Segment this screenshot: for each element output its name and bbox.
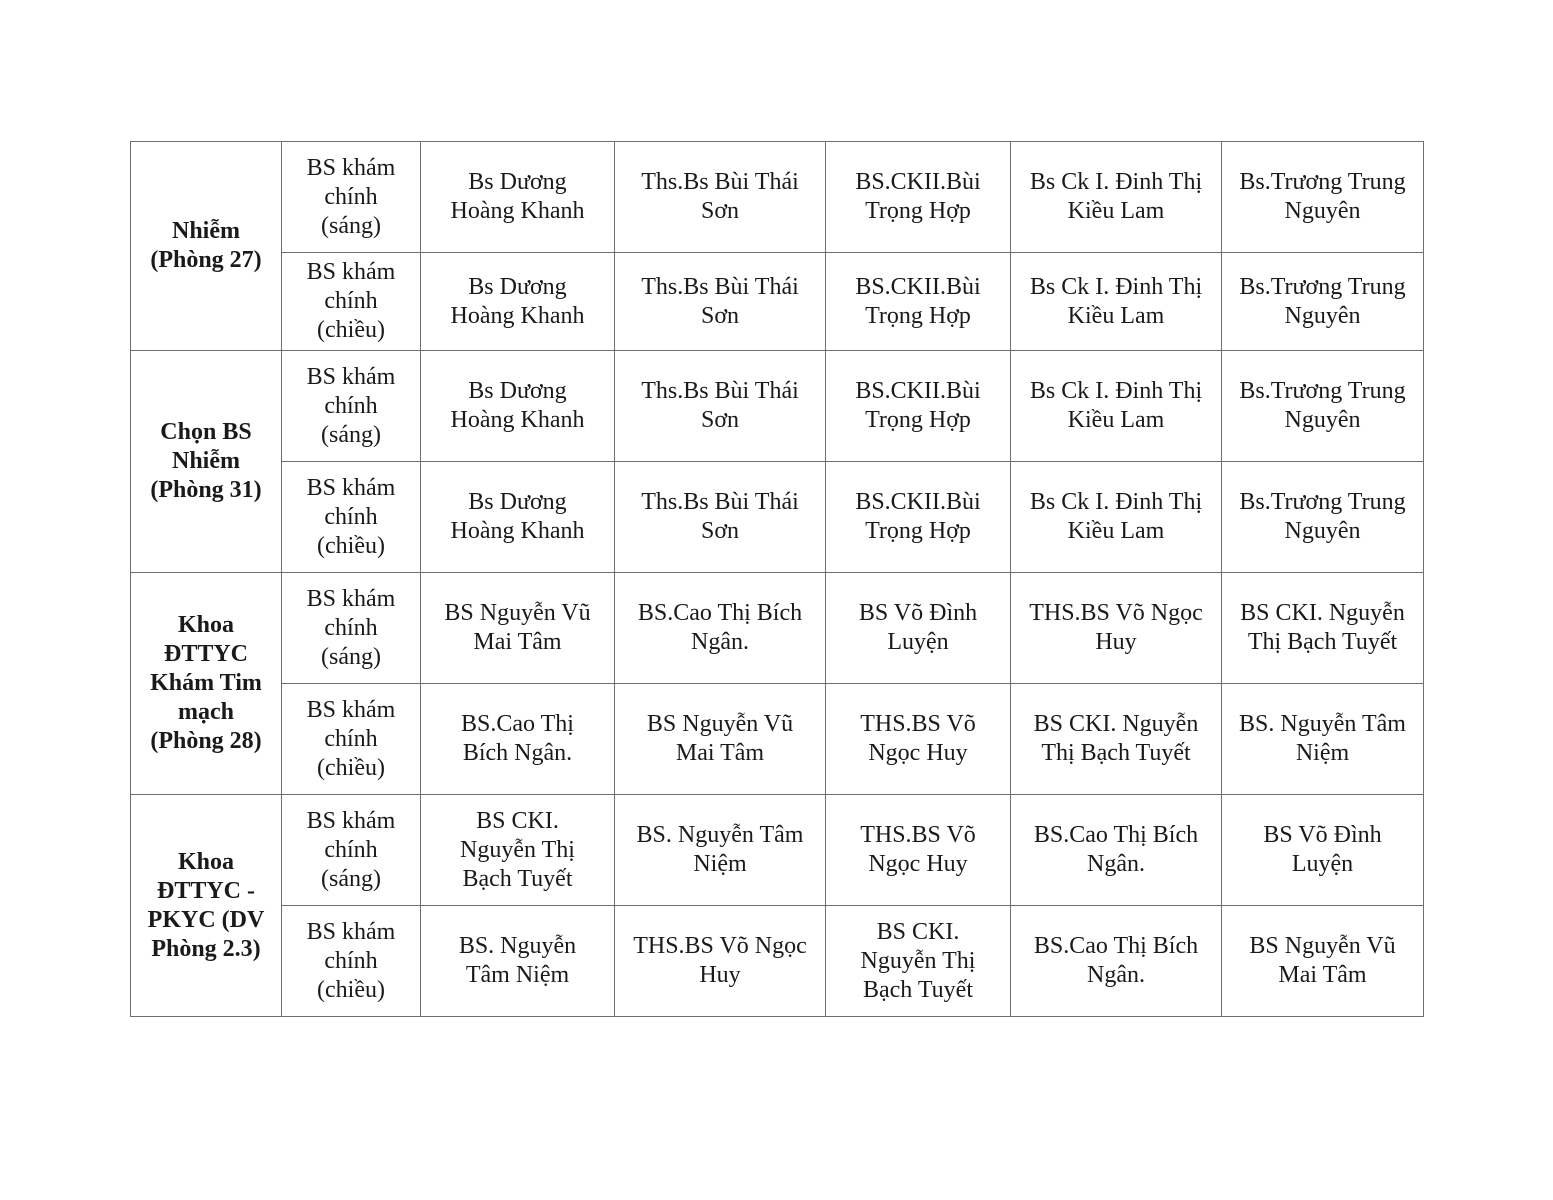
department-cell (131, 795, 282, 1017)
doctor-cell (1222, 906, 1424, 1017)
doctor-cell (421, 795, 615, 906)
doctor-name: Ths.Bs Bùi Thái Sơn (641, 169, 799, 224)
doctor-name: Bs.Trương Trung Nguyên (1239, 378, 1406, 433)
shift-label: BS khám chính (chiều) (306, 918, 396, 1003)
doctor-name: BS.Cao Thị Bích Ngân. (461, 711, 574, 766)
doctor-name: BS CKI. Nguyễn Thị Bạch Tuyết (460, 807, 575, 892)
doctor-schedule-table (130, 141, 1424, 1017)
department-cell (131, 142, 282, 351)
shift-label: BS khám chính (chiều) (306, 474, 396, 559)
table-row (131, 351, 1424, 462)
shift-cell (282, 795, 421, 906)
doctor-cell (1222, 253, 1424, 351)
doctor-name: Ths.Bs Bùi Thái Sơn (641, 489, 799, 544)
schedule-body (131, 142, 1424, 1017)
doctor-name: Bs Ck I. Đinh Thị Kiều Lam (1029, 489, 1203, 544)
doctor-name: BS.CKII.Bùi Trọng Hợp (855, 273, 981, 329)
doctor-name: BS Nguyễn Vũ Mai Tâm (444, 600, 591, 655)
doctor-name: BS CKI. Nguyễn Thị Bạch Tuyết (860, 918, 976, 1003)
doctor-name: Bs Ck I. Đinh Thị Kiều Lam (1029, 273, 1203, 329)
table-row (131, 253, 1424, 351)
doctor-cell (1011, 462, 1222, 573)
doctor-cell (1011, 351, 1222, 462)
doctor-name: Ths.Bs Bùi Thái Sơn (641, 273, 799, 329)
table-row (131, 462, 1424, 573)
doctor-cell (1222, 573, 1424, 684)
doctor-cell (421, 142, 615, 253)
department-cell (131, 573, 282, 795)
doctor-name: BS.Cao Thị Bích Ngân. (1033, 822, 1199, 877)
doctor-name: BS. Nguyễn Tâm Niệm (1239, 711, 1406, 766)
department-cell (131, 351, 282, 573)
doctor-cell (1011, 795, 1222, 906)
doctor-cell (421, 253, 615, 351)
shift-label: BS khám chính (sáng) (306, 585, 396, 670)
doctor-name: BS CKI. Nguyễn Thị Bạch Tuyết (1240, 600, 1405, 655)
doctor-cell (421, 351, 615, 462)
shift-cell (282, 142, 421, 253)
shift-cell (282, 462, 421, 573)
doctor-cell (1222, 795, 1424, 906)
doctor-cell (615, 684, 826, 795)
doctor-name: Ths.Bs Bùi Thái Sơn (641, 378, 799, 433)
doctor-name: Bs.Trương Trung Nguyên (1239, 489, 1406, 544)
doctor-name: BS Nguyễn Vũ Mai Tâm (646, 711, 794, 766)
doctor-cell (1222, 142, 1424, 253)
doctor-cell (826, 684, 1011, 795)
doctor-name: BS. Nguyễn Tâm Niệm (636, 822, 804, 877)
doctor-name: Bs Ck I. Đinh Thị Kiều Lam (1029, 378, 1203, 433)
doctor-name: Bs.Trương Trung Nguyên (1239, 273, 1406, 329)
doctor-name: Bs.Trương Trung Nguyên (1239, 169, 1406, 224)
shift-label: BS khám chính (chiều) (306, 259, 396, 343)
doctor-cell (421, 573, 615, 684)
doctor-name: BS.CKII.Bùi Trọng Hợp (855, 489, 981, 544)
shift-label: BS khám chính (sáng) (306, 154, 396, 239)
doctor-name: BS Võ Đình Luyện (1263, 822, 1382, 877)
doctor-cell (1011, 142, 1222, 253)
doctor-cell (421, 684, 615, 795)
doctor-cell (615, 462, 826, 573)
shift-cell (282, 351, 421, 462)
doctor-name: Bs Dương Hoàng Khanh (450, 273, 585, 329)
doctor-name: Bs Dương Hoàng Khanh (450, 489, 585, 544)
doctor-name: BS.CKII.Bùi Trọng Hợp (855, 378, 981, 433)
doctor-cell (615, 573, 826, 684)
doctor-name: THS.BS Võ Ngọc Huy (1029, 600, 1203, 655)
doctor-name: BS.Cao Thị Bích Ngân. (637, 600, 803, 655)
department-label: Khoa ĐTTYC - PKYC (DV Phòng 2.3) (147, 848, 265, 962)
doctor-cell (1222, 462, 1424, 573)
shift-label: BS khám chính (chiều) (306, 696, 396, 781)
doctor-cell (615, 142, 826, 253)
doctor-cell (615, 795, 826, 906)
shift-cell (282, 684, 421, 795)
doctor-cell (615, 906, 826, 1017)
shift-label: BS khám chính (sáng) (306, 807, 396, 892)
table-row (131, 795, 1424, 906)
doctor-cell (1222, 351, 1424, 462)
doctor-name: BS CKI. Nguyễn Thị Bạch Tuyết (1033, 711, 1199, 766)
doctor-cell (826, 351, 1011, 462)
table-row (131, 906, 1424, 1017)
doctor-cell (1011, 906, 1222, 1017)
doctor-cell (421, 462, 615, 573)
doctor-cell (826, 573, 1011, 684)
doctor-cell (826, 906, 1011, 1017)
doctor-name: THS.BS Võ Ngọc Huy (633, 933, 807, 988)
department-label: Nhiễm (Phòng 27) (150, 218, 262, 273)
doctor-cell (826, 142, 1011, 253)
doctor-name: THS.BS Võ Ngọc Huy (860, 711, 976, 766)
doctor-cell (1011, 684, 1222, 795)
doctor-name: Bs Ck I. Đinh Thị Kiều Lam (1029, 169, 1203, 224)
doctor-cell (615, 253, 826, 351)
doctor-cell (1011, 573, 1222, 684)
doctor-name: BS Nguyễn Vũ Mai Tâm (1249, 933, 1396, 988)
doctor-name: THS.BS Võ Ngọc Huy (860, 822, 976, 877)
table-row (131, 684, 1424, 795)
shift-label: BS khám chính (sáng) (306, 363, 396, 448)
department-label: Chọn BS Nhiễm (Phòng 31) (150, 419, 262, 503)
doctor-cell (615, 351, 826, 462)
doctor-cell (826, 253, 1011, 351)
doctor-cell (1011, 253, 1222, 351)
doctor-name: BS. Nguyễn Tâm Niệm (458, 933, 577, 988)
doctor-cell (1222, 684, 1424, 795)
shift-cell (282, 906, 421, 1017)
doctor-name: BS.Cao Thị Bích Ngân. (1033, 933, 1199, 988)
shift-cell (282, 573, 421, 684)
doctor-name: BS.CKII.Bùi Trọng Hợp (855, 169, 981, 224)
department-label: Khoa ĐTTYC Khám Tim mạch (Phòng 28) (150, 612, 262, 754)
shift-cell (282, 253, 421, 351)
doctor-cell (826, 795, 1011, 906)
doctor-cell (421, 906, 615, 1017)
doctor-cell (826, 462, 1011, 573)
doctor-name: Bs Dương Hoàng Khanh (450, 378, 585, 433)
table-row (131, 573, 1424, 684)
doctor-name: Bs Dương Hoàng Khanh (450, 169, 585, 224)
table-row (131, 142, 1424, 253)
doctor-name: BS Võ Đình Luyện (858, 600, 978, 655)
